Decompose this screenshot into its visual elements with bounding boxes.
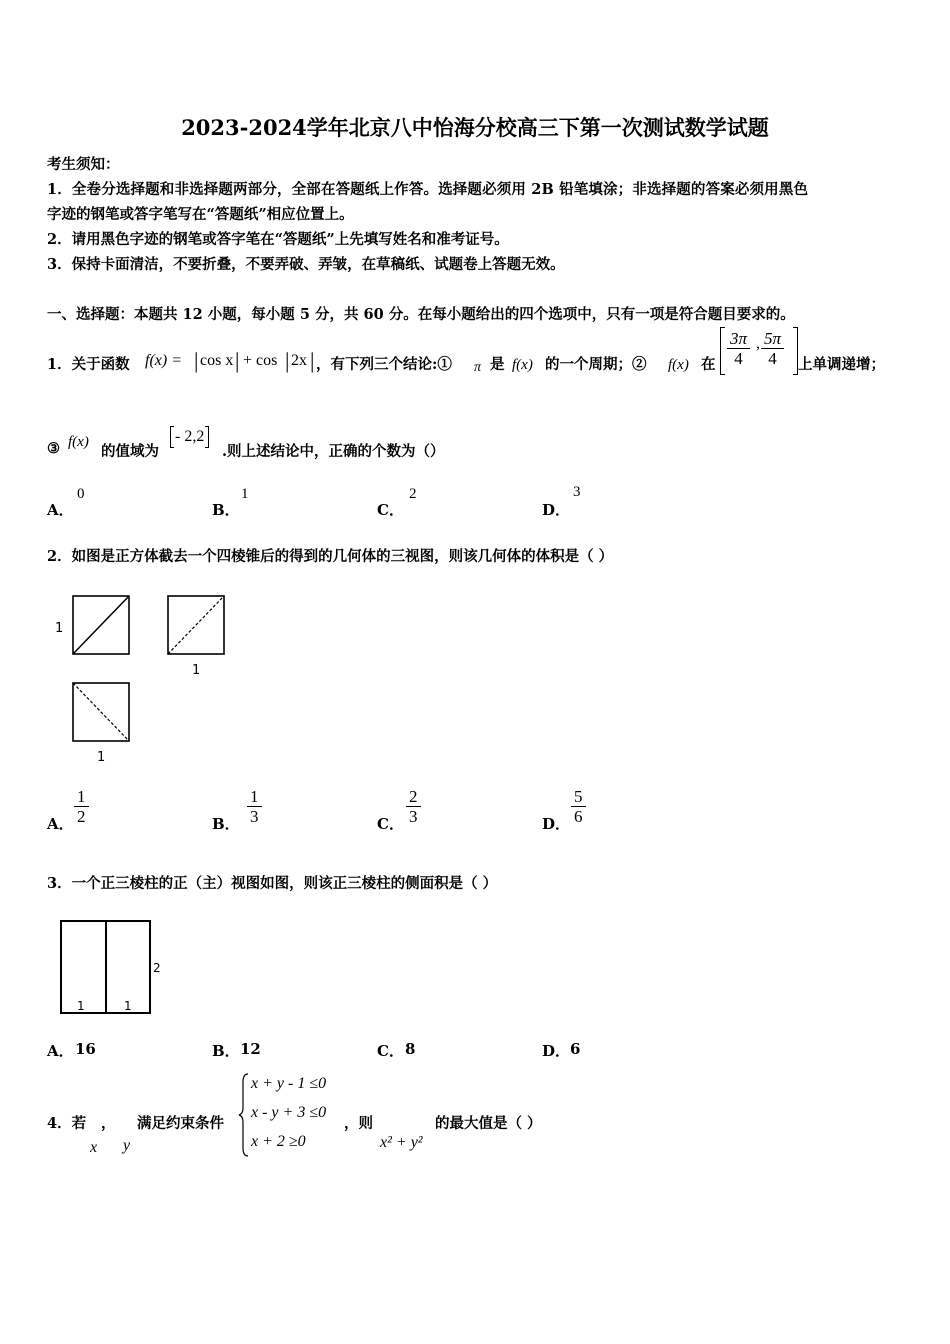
q3-front-view-figure	[45, 915, 175, 1020]
q2-dim-top: 1	[97, 750, 106, 765]
q2-side-diagonal	[168, 596, 224, 654]
q2-option-c-fraction: $\frac{2}{3}$	[406, 787, 421, 826]
q1-fx: f(x) =	[145, 352, 182, 369]
q1-text-2: ，有下列三个结论:①	[316, 356, 452, 373]
q1-pi: π	[474, 360, 482, 375]
q2-dim-side: 1	[192, 663, 201, 678]
q4-text-1: 4．若	[47, 1115, 87, 1132]
q2-option-b-fraction: $\frac{1}{3}$	[247, 787, 262, 826]
notice-line1b: 字迹的钢笔或答字笔写在“答题纸”相应位置上。	[47, 206, 354, 223]
q3-option-c-label[interactable]: C．	[377, 1042, 404, 1060]
q1-option-c-value: 2	[409, 486, 417, 502]
q2-front-diagonal	[73, 596, 129, 654]
q2-option-a-fraction: $\frac{1}{2}$	[74, 787, 89, 826]
q4-constraint-3: x + 2 ≥0	[251, 1133, 306, 1150]
q4-text-2: ，	[101, 1115, 116, 1132]
q4-constraint-2: x - y + 3 ≤0	[251, 1104, 327, 1121]
q1-fx-3: f(x)	[668, 357, 689, 373]
notice-heading: 考生须知：	[47, 156, 120, 173]
notice-line1a: 1．全卷分选择题和非选择题两部分，全部在答题纸上作答。选择题必须用 2B 铅笔填涂；非选择题的答案必须用黑色	[47, 181, 809, 198]
q3-text: 3．一个正三棱柱的正（主）视图如图，则该正三棱柱的侧面积是（ ）	[47, 875, 498, 892]
q4-constraint-1: x + y - 1 ≤0	[251, 1075, 327, 1092]
q4-var-x: x	[90, 1139, 98, 1156]
q1-text-8: 的值域为	[101, 443, 159, 460]
q3-option-a-label[interactable]: A．	[47, 1042, 74, 1060]
q3-option-a-value: 16	[75, 1040, 96, 1058]
q1-fx-4: f(x)	[68, 434, 89, 450]
q1-option-d-value: 3	[573, 484, 581, 500]
q4-text-3: 满足约束条件	[137, 1115, 224, 1132]
q2-option-d-fraction: $\frac{5}{6}$	[571, 787, 586, 826]
q2-option-b-label[interactable]: B．	[212, 815, 240, 833]
q1-cos-x: cos x	[200, 352, 234, 369]
q1-option-d-label[interactable]: D．	[542, 501, 571, 519]
notice-line3: 3．保持卡面清洁，不要折叠，不要弄破、弄皱，在草稿纸、试题卷上答题无效。	[47, 256, 565, 273]
q4-var-y: y	[123, 1137, 131, 1154]
q1-2x: 2x	[291, 352, 307, 369]
q1-text-6: 上单调递增；	[798, 356, 885, 373]
q2-option-d-label[interactable]: D．	[542, 815, 571, 833]
q3-option-c-value: 8	[405, 1040, 416, 1058]
q1-plus-cos: + cos	[243, 352, 278, 369]
q1-interval: $\frac{3\pi}{4}$ , $\frac{5\pi}{4}$	[720, 327, 798, 375]
q1-text-1: 1．关于函数	[47, 356, 130, 373]
q2-top-diagonal	[73, 683, 129, 741]
q1-text-9: .则上述结论中，正确的个数为（）	[222, 443, 445, 460]
q3-option-d-value: 6	[570, 1040, 581, 1058]
q1-text-5: 在	[701, 356, 716, 373]
q4-text-4: ，则	[344, 1115, 373, 1132]
q4-text-5: 的最大值是（ ）	[435, 1115, 542, 1132]
q1-text-4: 的一个周期；②	[545, 356, 647, 373]
q3-dim-height: 2	[153, 961, 161, 975]
q1-option-c-label[interactable]: C．	[377, 501, 404, 519]
q2-dim-front: 1	[55, 621, 64, 636]
q1-text-3: 是	[490, 356, 505, 373]
q2-three-view-figure	[45, 585, 245, 770]
q1-option-b-label[interactable]: B．	[212, 501, 240, 519]
q3-option-b-value: 12	[240, 1040, 261, 1058]
q3-dim-left: 1	[77, 999, 85, 1013]
q1-fx-2: f(x)	[512, 357, 533, 373]
q3-option-d-label[interactable]: D．	[542, 1042, 571, 1060]
q3-dim-right: 1	[124, 999, 132, 1013]
q1-option-b-value: 1	[241, 486, 249, 502]
q4-system-brace	[238, 1072, 250, 1158]
q3-option-b-label[interactable]: B．	[212, 1042, 240, 1060]
notice-line2: 2．请用黑色字迹的钢笔或答字笔在“答题纸”上先填写姓名和准考证号。	[47, 231, 509, 248]
page-title: 2023-2024学年北京八中怡海分校高三下第一次测试数学试题	[181, 115, 769, 140]
q1-option-a-label[interactable]: A．	[47, 501, 74, 519]
q1-option-a-value: 0	[77, 486, 85, 502]
q1-range: - 2,2	[170, 426, 209, 448]
q1-text-7: ③	[47, 440, 60, 457]
q4-objective: x² + y²	[380, 1134, 423, 1151]
q2-text: 2．如图是正方体截去一个四棱锥后的得到的几何体的三视图，则该几何体的体积是（ ）	[47, 548, 614, 565]
q2-option-a-label[interactable]: A．	[47, 815, 74, 833]
q2-option-c-label[interactable]: C．	[377, 815, 404, 833]
section-heading: 一、选择题：本题共 12 小题，每小题 5 分，共 60 分。在每小题给出的四个选项中，只有一项是符合题目要求的。	[47, 306, 795, 323]
